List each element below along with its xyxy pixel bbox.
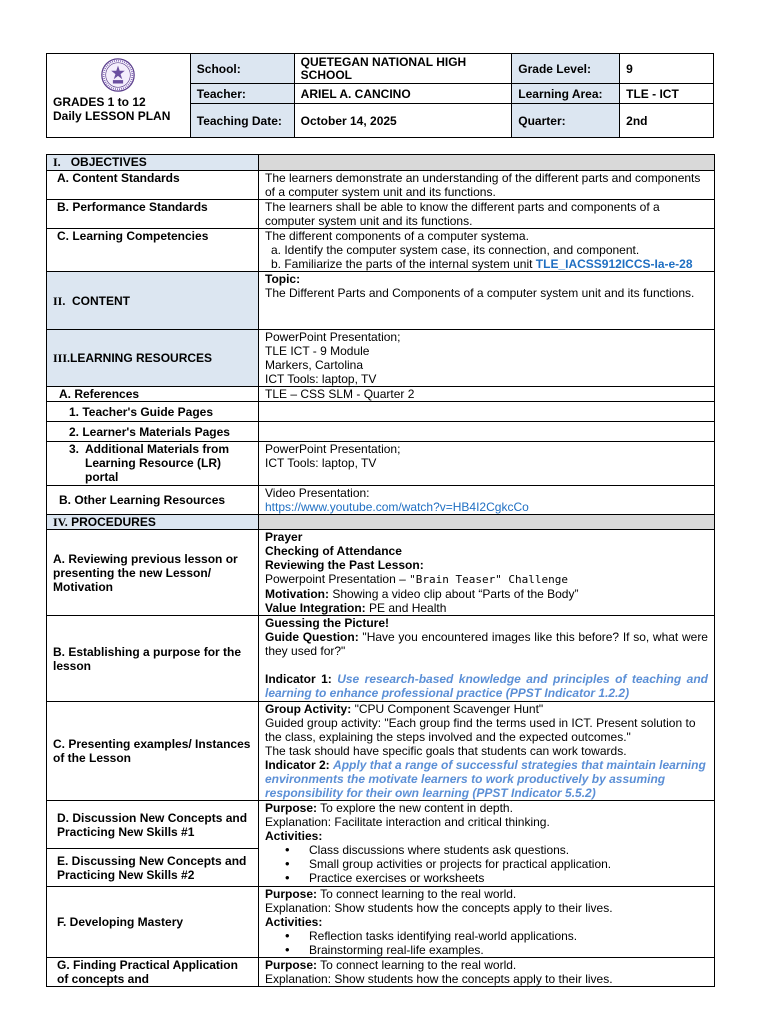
performance-standards-label: B. Performance Standards bbox=[47, 200, 259, 229]
g-purpose: Purpose: To connect learning to the real world. bbox=[265, 958, 517, 972]
additional-materials-label: 3. Additional Materials from Learning Resource (LR) portal bbox=[47, 442, 259, 486]
additional-materials-value: PowerPoint Presentation; ICT Tools: laptop, TV bbox=[259, 442, 715, 486]
de-purpose: Purpose: To explore the new content in depth. bbox=[265, 801, 513, 815]
procedure-d-label: D. Discussion New Concepts and Practicing New Skills #1 bbox=[47, 801, 259, 849]
competency-b-line bbox=[265, 257, 708, 271]
competencies-intro: The different components of a computer systema. bbox=[265, 229, 529, 243]
teaching-date-value: October 14, 2025 bbox=[294, 104, 512, 138]
procedure-a-label: A. Reviewing previous lesson or presenting the new Lesson/ Motivation bbox=[47, 530, 259, 616]
procedure-c-label: C. Presenting examples/ Instances of the Lesson bbox=[47, 702, 259, 801]
references-label: A. References bbox=[47, 387, 259, 402]
procedure-a-cell bbox=[259, 530, 715, 616]
learning-resources-cell bbox=[259, 330, 715, 387]
indicator-1: Indicator 1: Use research-based knowledge and principles of teaching and learning to enhance professional practice (PPST Indicator 1.2.2) bbox=[265, 672, 708, 700]
learning-competencies-label: C. Learning Competencies bbox=[47, 229, 259, 272]
grade-level-label: Grade Level: bbox=[512, 54, 620, 84]
de-explanation: Explanation: Facilitate interaction and critical thinking. bbox=[265, 815, 550, 829]
procedure-e-label: E. Discussing New Concepts and Practicing New Skills #2 bbox=[47, 849, 259, 887]
list-item: • Class discussions where students ask questions. bbox=[285, 843, 708, 857]
lesson-plan-body bbox=[46, 154, 715, 987]
procedures-heading: IV. PROCEDURES bbox=[47, 515, 259, 530]
objectives-heading-blank bbox=[259, 155, 715, 171]
video-presentation-label: Video Presentation: bbox=[265, 486, 370, 500]
task-goals: The task should have specific goals that students can work towards. bbox=[265, 744, 627, 758]
g-explanation: Explanation: Show students how the concepts apply to their lives. bbox=[265, 972, 613, 986]
resource-line-1: PowerPoint Presentation; bbox=[265, 330, 401, 344]
procedure-c-cell bbox=[259, 702, 715, 801]
deped-seal-icon bbox=[53, 54, 184, 94]
competency-code: TLE_IACSS912ICCS-Ia-e-28 bbox=[535, 257, 693, 271]
grade-level-value: 9 bbox=[620, 54, 714, 84]
objectives-title: OBJECTIVES bbox=[70, 155, 147, 169]
group-activity: Group Activity: "CPU Component Scavenger Hunt" bbox=[265, 702, 544, 716]
competency-a: a. Identify the computer system case, its connection, and component. bbox=[271, 243, 640, 257]
value-integration-line: Value Integration: PE and Health bbox=[265, 601, 447, 615]
brain-teaser: "Brain Teaser" Challenge bbox=[409, 573, 569, 586]
other-resources-label: B. Other Learning Resources bbox=[47, 486, 259, 515]
school-label: School: bbox=[190, 54, 294, 84]
resource-line-3: Markers, Cartolina bbox=[265, 358, 364, 372]
content-standards-text: The learners demonstrate an understanding of the different parts and components of a computer system unit and its functions. bbox=[259, 171, 715, 200]
f-explanation: Explanation: Show students how the concepts apply to their lives. bbox=[265, 901, 613, 915]
topic-label: Topic: bbox=[265, 272, 301, 286]
teachers-guide-label: 1. Teacher's Guide Pages bbox=[47, 402, 259, 422]
list-item: • Brainstorming real-life examples. bbox=[285, 943, 708, 957]
lesson-plan-header bbox=[46, 53, 714, 138]
list-item: • Reflection tasks identifying real-world applications. bbox=[285, 929, 708, 943]
learners-materials-value bbox=[259, 422, 715, 442]
objectives-section-row bbox=[47, 155, 715, 171]
checking-attendance: Checking of Attendance bbox=[265, 544, 402, 558]
quarter-value: 2nd bbox=[620, 104, 714, 138]
teacher-label: Teacher: bbox=[190, 84, 294, 104]
header-title-cell bbox=[47, 54, 191, 138]
learning-area-label: Learning Area: bbox=[512, 84, 620, 104]
f-activities-label: Activities: bbox=[265, 915, 323, 929]
guessing-picture-title: Guessing the Picture! bbox=[265, 616, 390, 630]
motivation-line: Motivation: Showing a video clip about “Parts of the Body” bbox=[265, 587, 579, 601]
resource-line-4: ICT Tools: laptop, TV bbox=[265, 372, 377, 386]
f-purpose: Purpose: To connect learning to the real world. bbox=[265, 887, 517, 901]
procedure-f-label: F. Developing Mastery bbox=[47, 887, 259, 958]
content-cell bbox=[259, 272, 715, 330]
procedures-title: PROCEDURES bbox=[71, 515, 156, 529]
learning-resources-heading: III.LEARNING RESOURCES bbox=[47, 330, 259, 387]
teachers-guide-value bbox=[259, 402, 715, 422]
learning-area-value: TLE - ICT bbox=[620, 84, 714, 104]
powerpoint-line: Powerpoint Presentation – "Brain Teaser" Challenge bbox=[265, 572, 569, 586]
topic-text: The Different Parts and Components of a computer system unit and its functions. bbox=[265, 286, 695, 300]
learning-competencies-cell bbox=[259, 229, 715, 272]
indicator-2: Indicator 2: Apply that a range of successful strategies that maintain learning environments the motivate learners to work productively by assuming responsibility for their own learning (PPST Indicator 5.5.2) bbox=[265, 758, 706, 800]
competency-b: b. Familiarize the parts of the internal system unit bbox=[271, 257, 533, 271]
procedure-b-cell bbox=[259, 616, 715, 702]
f-activities-list bbox=[265, 929, 708, 957]
other-resources-cell bbox=[259, 486, 715, 515]
references-value: TLE – CSS SLM - Quarter 2 bbox=[259, 387, 715, 402]
learning-resources-title: LEARNING RESOURCES bbox=[70, 351, 213, 365]
procedure-g-cell bbox=[259, 958, 715, 987]
list-item: • Practice exercises or worksheets bbox=[285, 871, 708, 885]
plan-title-line2: Daily LESSON PLAN bbox=[53, 109, 171, 123]
performance-standards-text: The learners shall be able to know the different parts and components of a computer system unit and its functions. bbox=[259, 200, 715, 229]
procedure-b-label: B. Establishing a purpose for the lesson bbox=[47, 616, 259, 702]
procedures-heading-blank bbox=[259, 515, 715, 530]
content-standards-label: A. Content Standards bbox=[47, 171, 259, 200]
guide-question: Guide Question: "Have you encountered images like this before? If so, what were they used for?" bbox=[265, 630, 708, 658]
guided-group-activity: Guided group activity: "Each group find the terms used in ICT. Present solution to the class, explaining the steps involved and the expected outcomes." bbox=[265, 716, 696, 744]
school-value: QUETEGAN NATIONAL HIGH SCHOOL bbox=[294, 54, 512, 84]
resource-line-2: TLE ICT - 9 Module bbox=[265, 344, 370, 358]
content-title: CONTENT bbox=[72, 293, 131, 308]
reviewing-past-lesson: Reviewing the Past Lesson: bbox=[265, 558, 424, 572]
procedure-g-label: G. Finding Practical Application of concepts and bbox=[47, 958, 259, 987]
quarter-label: Quarter: bbox=[512, 104, 620, 138]
objectives-heading: I. OBJECTIVES bbox=[47, 155, 259, 171]
teacher-value: ARIEL A. CANCINO bbox=[294, 84, 512, 104]
de-activities-label: Activities: bbox=[265, 829, 323, 843]
prayer: Prayer bbox=[265, 530, 303, 544]
learners-materials-label: 2. Learner's Materials Pages bbox=[47, 422, 259, 442]
de-activities-list bbox=[265, 843, 708, 885]
content-heading: II. CONTENT bbox=[47, 272, 259, 330]
procedure-f-cell bbox=[259, 887, 715, 958]
plan-title-line1: GRADES 1 to 12 bbox=[53, 95, 146, 109]
procedure-de-cell bbox=[259, 801, 715, 887]
teaching-date-label: Teaching Date: bbox=[190, 104, 294, 138]
video-link[interactable]: https://www.youtube.com/watch?v=HB4I2CgkcCo bbox=[265, 500, 529, 514]
list-item: • Small group activities or projects for practical application. bbox=[285, 857, 708, 871]
